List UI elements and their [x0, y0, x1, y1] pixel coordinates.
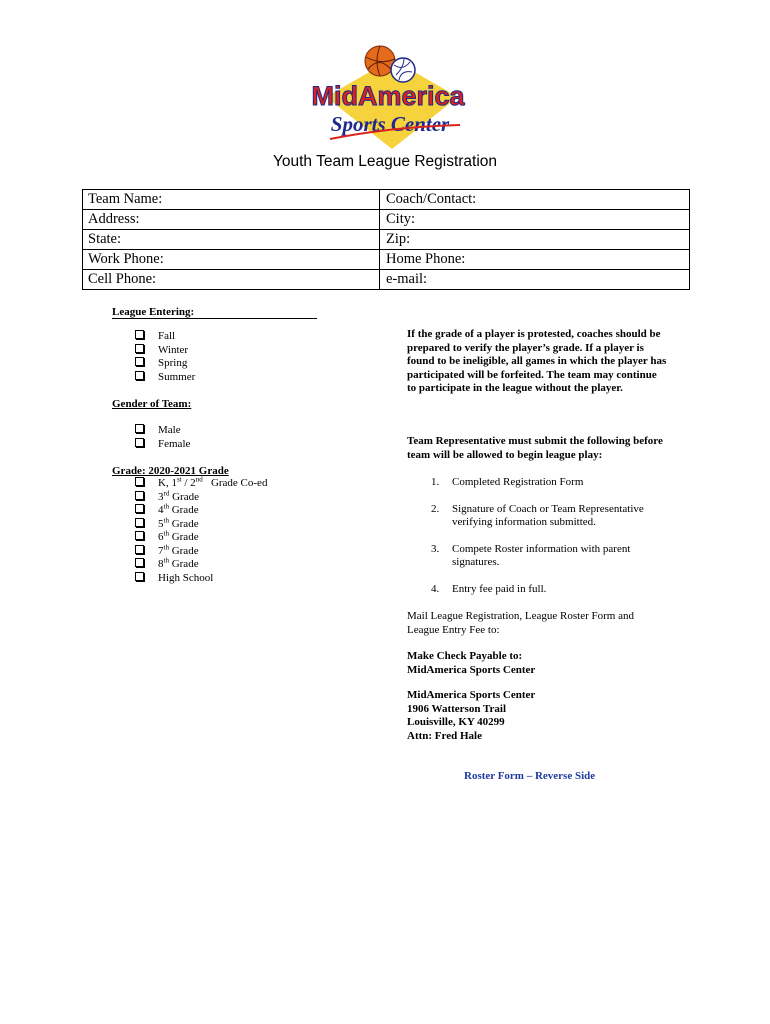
logo-text-line1: MidAmerica: [311, 81, 465, 111]
checkbox[interactable]: [135, 572, 144, 581]
option-label: Spring: [158, 357, 188, 369]
gender-option-female[interactable]: [135, 438, 190, 452]
team-info-table: [82, 189, 690, 290]
checkbox[interactable]: [135, 477, 144, 486]
table-row: [83, 230, 690, 250]
grade-option[interactable]: 5th Grade: [135, 518, 267, 532]
option-label: Male: [158, 424, 181, 436]
option-label: Summer: [158, 370, 196, 383]
check-line: Make Check Payable to:: [407, 650, 523, 662]
requirements-list: [407, 476, 677, 596]
check-payable: [407, 650, 667, 677]
checkbox[interactable]: [135, 558, 144, 567]
table-row: [83, 190, 690, 210]
checkbox[interactable]: [135, 545, 144, 554]
list-item: 2. Signature of Coach or Team Representative verifying information submitted.: [431, 502, 644, 528]
checkbox[interactable]: [135, 424, 144, 433]
option-label: Fall: [158, 330, 176, 342]
address-field[interactable]: Address:: [83, 210, 380, 230]
season-option-winter[interactable]: [135, 344, 195, 358]
state-field[interactable]: State:: [83, 230, 380, 250]
grade-protest-note: If the grade of a player is protested, coaches should be prepared to verify the player’s grade. If a player is found to be ineligible, all games in which the player has participated will be forfeited. The team may continue to participate in the league without the player.: [407, 328, 667, 394]
cell-phone-field[interactable]: Cell Phone:: [83, 270, 380, 290]
team-name-field[interactable]: Team Name:: [83, 190, 380, 210]
checkbox[interactable]: [135, 438, 144, 447]
volleyball-icon: [391, 58, 415, 82]
address-line: 1906 Watterson Trail: [407, 702, 506, 715]
grade-option[interactable]: K, 1st / 2nd Grade Co-ed: [135, 477, 267, 491]
home-phone-field[interactable]: Home Phone:: [380, 250, 690, 270]
mail-instructions: Mail League Registration, League Roster Form and League Entry Fee to:: [407, 610, 634, 636]
address-line: Louisville, KY 40299: [407, 716, 505, 728]
grade-label: Grade: 2020-2021 Grade: [112, 465, 229, 477]
table-row: [83, 270, 690, 290]
checkbox[interactable]: [135, 330, 144, 339]
checkbox[interactable]: [135, 504, 144, 513]
option-label: Female: [158, 437, 191, 450]
option-label: Winter: [158, 343, 189, 356]
table-row: [83, 250, 690, 270]
checkbox[interactable]: [135, 491, 144, 500]
city-field[interactable]: City:: [380, 210, 690, 230]
checkbox[interactable]: [135, 371, 144, 380]
table-row: [83, 210, 690, 230]
list-item: 3. Compete Roster information with parent signatures.: [431, 542, 631, 568]
grade-option[interactable]: 4th Grade: [135, 504, 267, 518]
address-line: Attn: Fred Hale: [407, 729, 482, 742]
gender-option-male[interactable]: [135, 424, 190, 438]
season-option-fall[interactable]: [135, 330, 195, 344]
season-option-summer[interactable]: [135, 371, 195, 385]
gender-checklist: [135, 424, 190, 451]
address-line: MidAmerica Sports Center: [407, 689, 536, 701]
email-field[interactable]: e-mail:: [380, 270, 690, 290]
check-line: MidAmerica Sports Center: [407, 663, 536, 676]
season-checklist: [135, 330, 195, 384]
zip-field[interactable]: Zip:: [380, 230, 690, 250]
logo-text-line2: Sports Center: [330, 112, 450, 136]
mailing-address: [407, 689, 667, 743]
gender-of-team-label: Gender of Team:: [112, 398, 192, 410]
midamerica-logo: [300, 45, 476, 151]
grade-option[interactable]: 3rd Grade: [135, 491, 267, 505]
grade-checklist: [135, 477, 267, 585]
checkbox[interactable]: [135, 344, 144, 353]
list-item: 1. Completed Registration Form: [431, 476, 584, 488]
grade-option[interactable]: High School: [135, 572, 267, 586]
page-title: Youth Team League Registration: [272, 153, 498, 170]
grade-option[interactable]: 8th Grade: [135, 558, 267, 572]
checkbox[interactable]: [135, 357, 144, 366]
grade-option[interactable]: 7th Grade: [135, 545, 267, 559]
team-rep-note: Team Representative must submit the following before team will be allowed to begin league play:: [407, 435, 663, 461]
league-entering-label: League Entering:: [112, 306, 317, 319]
list-item: 4. Entry fee paid in full.: [431, 582, 547, 595]
season-option-spring[interactable]: [135, 357, 195, 371]
coach-contact-field[interactable]: Coach/Contact:: [380, 190, 690, 210]
checkbox[interactable]: [135, 518, 144, 527]
checkbox[interactable]: [135, 531, 144, 540]
grade-option[interactable]: 6th Grade: [135, 531, 267, 545]
work-phone-field[interactable]: Work Phone:: [83, 250, 380, 270]
roster-form-note: Roster Form – Reverse Side: [464, 770, 596, 782]
